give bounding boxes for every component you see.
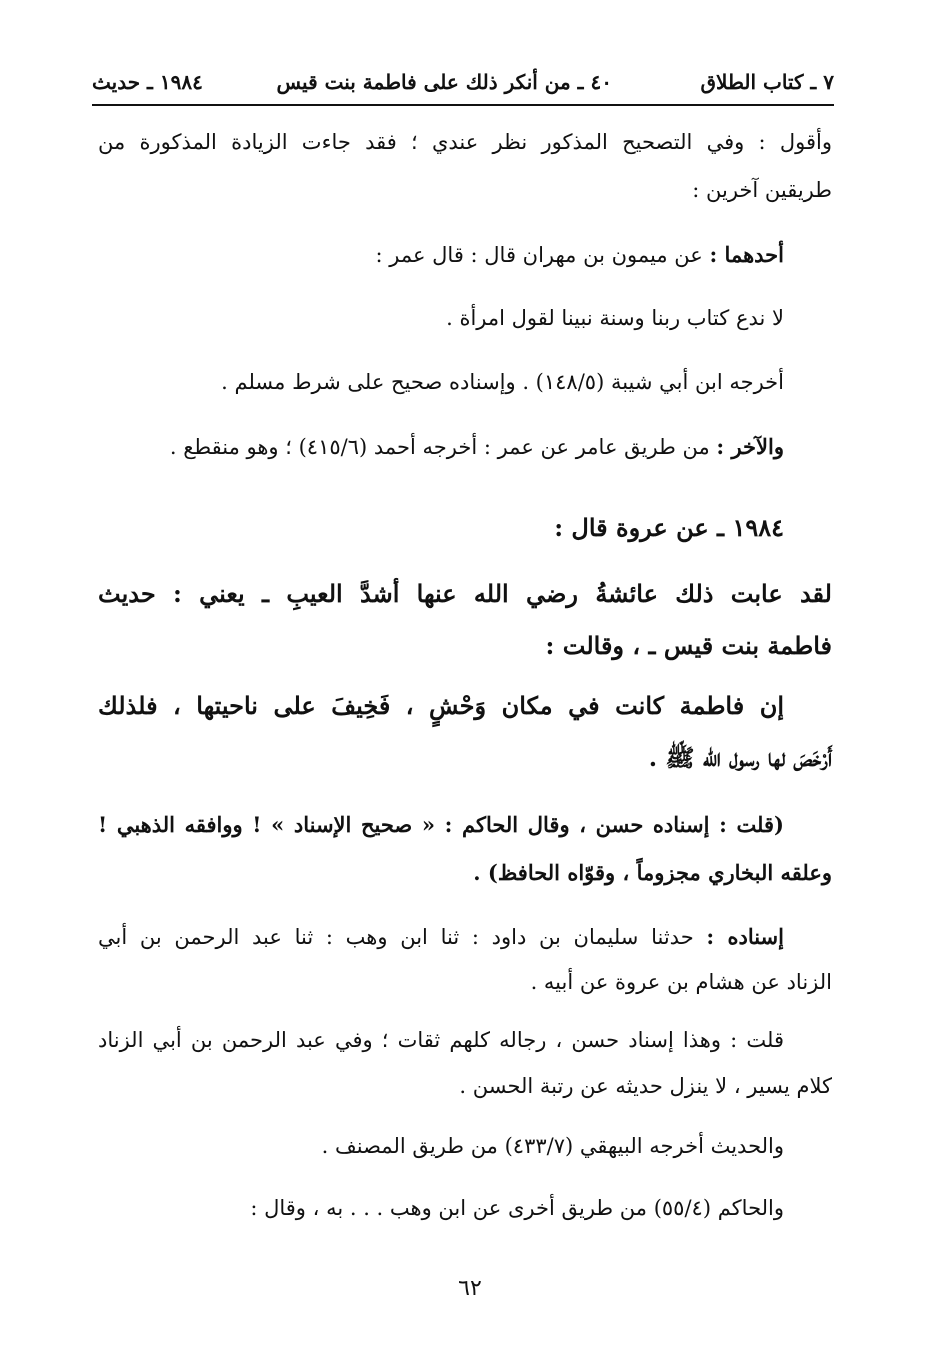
reference-line: والحاكم (٥٥/٤) من طريق أخرى عن ابن وهب . . . به ، وقال : (250, 1196, 784, 1220)
commentary-line: قلت : وهذا إسناد حسن ، رجاله كلهم ثقات ؛ وفي عبد الرحمن بن أبي الزناد (98, 1028, 784, 1052)
note-line: (قلت : إسناده حسن ، وقال الحاكم : « صحيح الإسناد » ! ووافقه الذهبي ! (98, 812, 784, 837)
inline-text: من طريق عامر عن عمر : أخرجه أحمد (٤١٥/٦) ؛ وهو منقطع . (169, 435, 717, 459)
quoted-text: لا ندع كتاب ربنا وسنة نبينا لقول امرأة . (446, 306, 784, 330)
commentary-line: كلام يسير ، لا ينزل حديثه عن رتبة الحسن . (459, 1074, 832, 1098)
inline-label: إسناده : (706, 924, 784, 949)
paragraph-line: طريقين آخرين : (692, 178, 832, 202)
hadith-text-line: فاطمة بنت قيس ـ ، وقالت : (545, 631, 832, 660)
paragraph-line: وأقول : وفي التصحيح المذكور نظر عندي ؛ فقد جاءت الزيادة المذكورة من (98, 130, 832, 154)
page-number: ٦٢ (458, 1276, 482, 1301)
hadith-text-line: أَرْخَصَ لها رسول الله ﷺ . (648, 743, 832, 772)
running-header (92, 66, 834, 100)
hadith-text-line: لقد عابت ذلك عائشةُ رضي الله عنها أشدَّ العيبِ ـ يعني : حديث (98, 579, 832, 608)
paragraph-line (98, 436, 832, 458)
header-chapter: ٧ ـ كتاب الطلاق (700, 70, 834, 94)
inline-text: حدثنا سليمان بن داود : ثنا ابن وهب : ثنا عبد الرحمن بن أبي (98, 925, 707, 949)
note-line: وعلقه البخاري مجزوماً ، وقوّاه الحافظ) . (473, 860, 832, 885)
paragraph-line: أخرجه ابن أبي شيبة (١٤٨/٥) . وإسناده صحيح على شرط مسلم . (221, 370, 784, 394)
header-divider (92, 104, 834, 106)
paragraph-line (98, 244, 832, 266)
isnad-line: الزناد عن هشام بن عروة عن أبيه . (530, 970, 832, 994)
header-hadith-number: ١٩٨٤ ـ حديث (92, 70, 203, 94)
isnad-line (98, 926, 832, 948)
hadith-heading: ١٩٨٤ ـ عن عروة قال : (554, 513, 784, 542)
inline-text: عن ميمون بن مهران قال : قال عمر : (375, 243, 710, 267)
header-section: ٤٠ ـ من أنكر ذلك على فاطمة بنت قيس (276, 70, 612, 94)
inline-label: أحدهما : (709, 242, 784, 267)
hadith-text-line: إن فاطمة كانت في مكان وَحْشٍ ، فَخِيفَ على ناحيتها ، فلذلك (98, 691, 784, 720)
inline-label: والآخر : (716, 434, 784, 459)
reference-line: والحديث أخرجه البيهقي (٤٣٣/٧) من طريق المصنف . (321, 1134, 784, 1158)
